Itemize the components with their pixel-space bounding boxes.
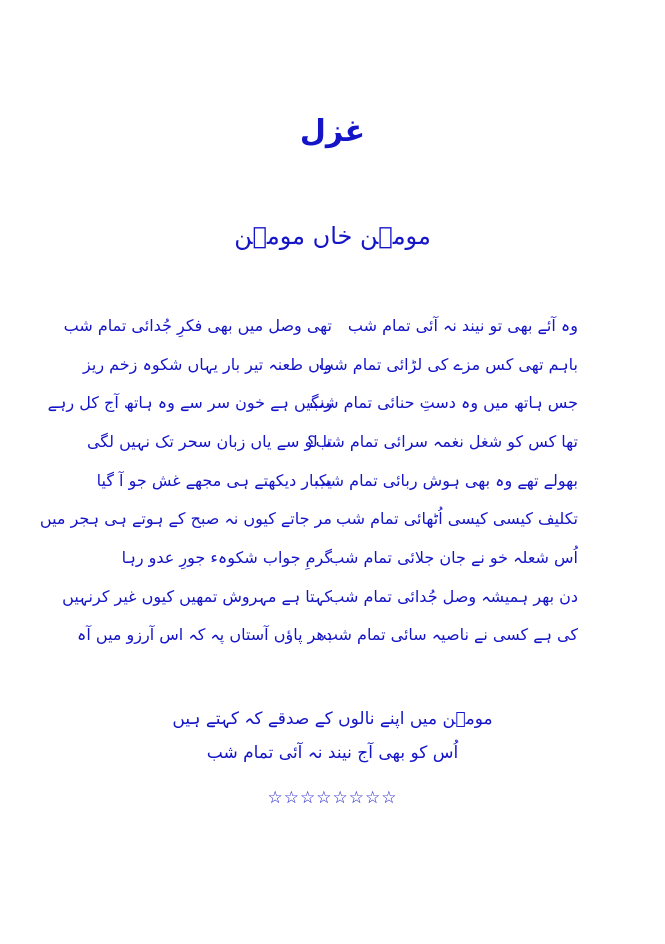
first-hemistich: تھی وصل میں بھی فکرِ جُدائی تمام شب	[63, 315, 332, 335]
couplet-list	[39, 306, 578, 654]
couplet	[83, 345, 578, 384]
second-hemistich: کی ہے کسی نے ناصیہ سائی تمام شب	[322, 625, 578, 645]
first-hemistich: رنگیں ہے خون سر سے وہ ہاتھ آج کل رہے	[47, 393, 332, 413]
first-hemistich: تا لو سے یاں زبان سحر تک نہیں لگی	[86, 431, 332, 451]
first-hemistich: کہتا ہے مہروش تمھیں کیوں غیر کرنہیں	[62, 586, 332, 606]
couplet	[47, 383, 578, 422]
maqta-second-line: اُس کو بھی آج نیند نہ آئی تمام شب	[206, 743, 459, 763]
first-hemistich: واں طعنہ تیر بار یہاں شکوہ زخم ریز	[83, 354, 332, 374]
first-hemistich: مر جاتے کیوں نہ صبح کے ہوتے ہی ہجر میں	[39, 509, 332, 529]
second-hemistich: تکلیف کیسی کیسی اُٹھائی تمام شب	[335, 509, 578, 529]
second-hemistich: جس ہاتھ میں وہ دستِ حنائی تمام شب	[309, 393, 578, 413]
page-title: غزل	[299, 114, 366, 149]
couplet	[96, 461, 578, 500]
star-divider: ☆☆☆☆☆☆☆☆	[267, 788, 398, 808]
couplet	[39, 499, 578, 538]
second-hemistich: اُس شعلہ خو نے جان جلائی تمام شب	[329, 547, 578, 567]
second-hemistich: دن بھر ہمیشہ وصل جُدائی تمام شب	[329, 586, 578, 606]
second-hemistich: وہ آئے بھی تو نیند نہ آئی تمام شب	[347, 315, 578, 335]
couplet	[62, 577, 578, 616]
second-hemistich: تھا کس کو شغل نغمہ سرائی تمام شب؟	[307, 431, 578, 451]
poet-name: مومؔن خاں مومؔن	[234, 222, 431, 250]
couplet	[63, 306, 578, 345]
second-hemistich: باہم تھی کس مزے کی لڑائی تمام شب	[318, 354, 578, 374]
first-hemistich: گرمِ جواب شکوہء جورِ عدو رہا	[121, 547, 332, 567]
second-hemistich: بھولے تھے وہ بھی ہوش ربائی تمام شب	[314, 470, 578, 490]
couplet	[100, 538, 578, 577]
maqta-couplet	[0, 702, 665, 770]
first-hemistich: یکبار دیکھتے ہی مجھے غش جو آ گیا	[96, 470, 332, 490]
couplet	[86, 422, 578, 461]
first-hemistich: دھر پاؤں آستاں پہ کہ اس آرزو میں آہ	[76, 625, 332, 645]
maqta-first-line: مومؔن میں اپنے نالوں کے صدقے کہ کہتے ہیں	[172, 709, 493, 729]
couplet	[76, 616, 578, 655]
